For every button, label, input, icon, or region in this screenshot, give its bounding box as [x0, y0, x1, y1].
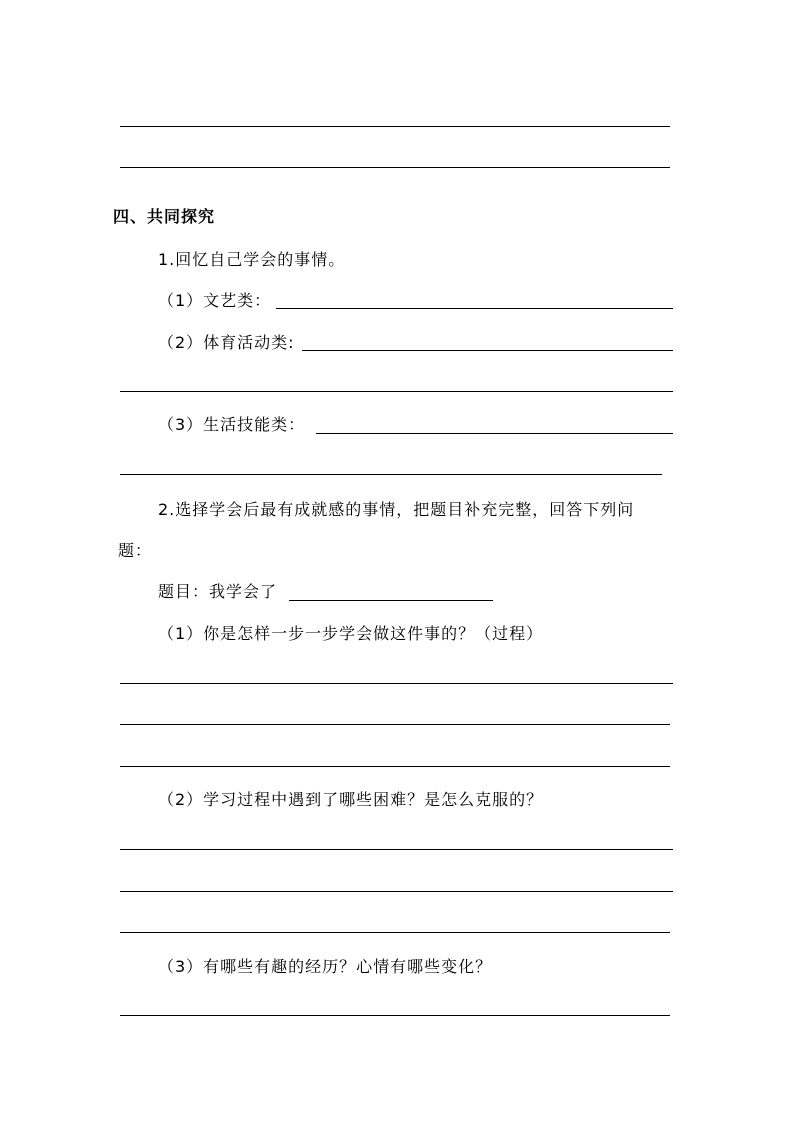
- section-heading: 四、共同探究: [113, 207, 216, 226]
- question-1-prompt: 1.回忆自己学会的事情。: [158, 250, 346, 269]
- question-2-prompt-line2: 题：: [118, 541, 153, 560]
- answer-line[interactable]: [120, 766, 670, 767]
- answer-line[interactable]: [120, 724, 670, 725]
- answer-line[interactable]: [120, 391, 673, 392]
- answer-line[interactable]: [120, 126, 670, 127]
- answer-line[interactable]: [120, 1015, 670, 1016]
- q2-title-label: 题目：我学会了: [158, 582, 278, 601]
- answer-line[interactable]: [120, 167, 670, 168]
- q1-item-life-skills-label: （3）生活技能类：: [158, 415, 306, 434]
- q1-item-arts-answer-line[interactable]: [276, 308, 673, 309]
- answer-line[interactable]: [120, 932, 670, 933]
- answer-line[interactable]: [120, 474, 662, 475]
- answer-line[interactable]: [120, 849, 673, 850]
- answer-line[interactable]: [120, 891, 673, 892]
- q1-item-life-skills-answer-line[interactable]: [316, 433, 673, 434]
- answer-line[interactable]: [120, 683, 673, 684]
- q2-title-answer-line[interactable]: [289, 600, 493, 601]
- q2-sub2-prompt: （2）学习过程中遇到了哪些困难？是怎么克服的？: [158, 790, 544, 809]
- q2-sub1-prompt: （1）你是怎样一步一步学会做这件事的？（过程）: [158, 624, 544, 643]
- q1-item-arts-label: （1）文艺类：: [158, 291, 272, 310]
- question-2-prompt-line1: 2.选择学会后最有成就感的事情，把题目补充完整，回答下列问: [158, 500, 635, 519]
- q2-sub3-prompt: （3）有哪些有趣的经历？心情有哪些变化？: [158, 957, 493, 976]
- q1-item-sports-label: （2）体育活动类:: [158, 333, 295, 352]
- q1-item-sports-answer-line[interactable]: [302, 350, 673, 351]
